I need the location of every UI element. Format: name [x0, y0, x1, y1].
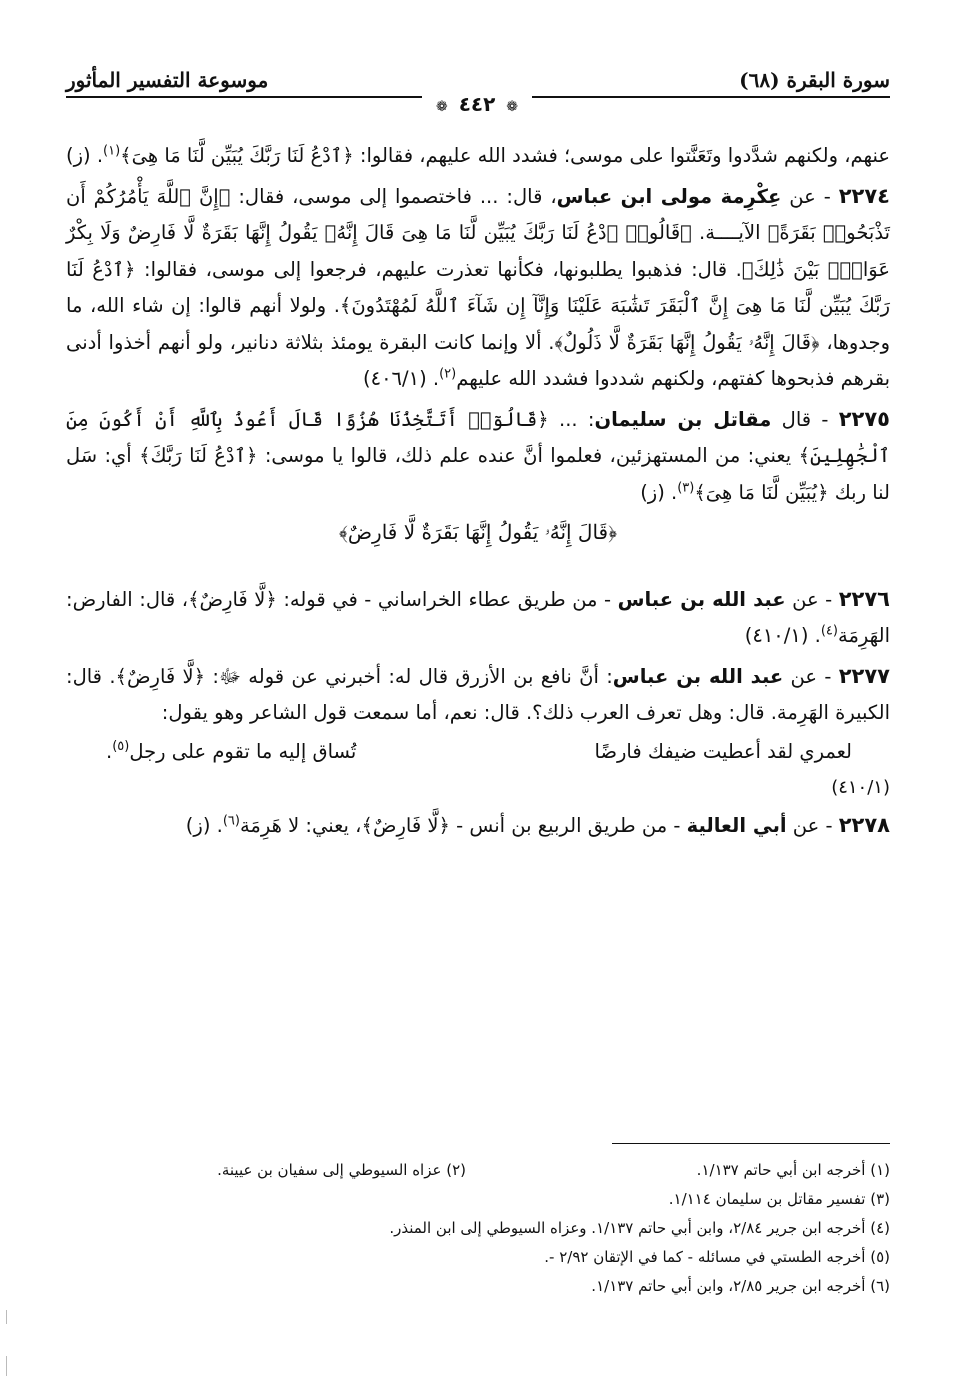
text-run: : ...	[548, 407, 595, 431]
text-run: ، قال: ... فاختصموا إلى موسى، فقال:	[230, 184, 557, 208]
footnotes	[66, 1156, 890, 1301]
scan-margin-mark	[6, 1356, 7, 1376]
footnote-row	[66, 1156, 890, 1185]
footnote-marker: (١)	[103, 143, 121, 159]
quran-quote: ﴿ٱدْعُ لَنَا رَبَّكَ يُبَيِّن لَّنَا مَا هِىَ﴾	[120, 144, 354, 167]
text-run: . ألا وإنما كانت البقرة يومئذ بثلاثة دنانير، ولو أنهم أخذوا أدنى بقرهم فذبحوها كفتهم، ولكنهم شددوا فشدد الله عليهم	[66, 330, 890, 390]
text-run: . (ز)	[185, 813, 223, 837]
text-run: الآيــــة.	[691, 221, 768, 244]
paragraph	[66, 401, 890, 512]
text-run: ، قال: الفارض: الهَرِمَة	[66, 587, 890, 647]
text-run: . (ز)	[65, 144, 104, 167]
narrator-name: أبي العالية	[686, 813, 787, 837]
ornament-icon: ❁	[435, 99, 448, 115]
footnote-1: (١) أخرجه ابن أبي حاتم ١/١٣٧.	[696, 1161, 890, 1179]
quran-quote: ﴿لَّا فَارِضٌ﴾	[188, 587, 277, 611]
main-text	[66, 138, 890, 844]
quran-quote: ﴿قَالُوٓا۟ أَتَتَّخِذُنَا هُزُوًا قَالَ أَعُوذُ بِٱللَّهِ أَنْ أَكُونَ مِنَ ٱلْجَٰهِلِينَ﴾	[66, 407, 890, 467]
text-run: . (٤٠٦/١)	[362, 367, 440, 390]
quran-quote: ﴿لَّا فَارِضٌ﴾	[361, 813, 450, 837]
text-run: عنهم، ولكنهم شدَّدوا وتَعَنَّتوا على موسى؛ فشدد الله عليهم، فقالوا:	[353, 144, 890, 167]
section-heading	[66, 514, 890, 551]
surah-title: سورة البقرة (٦٨)	[739, 68, 890, 92]
page-number-row	[0, 92, 954, 116]
verse-hemistich-2-wrap: تُساق إليه ما تقوم على رجل(٥).	[106, 734, 356, 771]
text-run: . (ز)	[640, 480, 678, 504]
narrator-name: عِكْرِمة مولى ابن عباس	[556, 184, 782, 208]
footnote-row	[66, 1272, 890, 1301]
text-run: - عن	[785, 587, 839, 611]
text-run: - عن	[786, 813, 839, 837]
footnote-divider	[612, 1143, 890, 1144]
paragraph	[66, 581, 890, 655]
verse-hemistich-2: تُساق إليه ما تقوم على رجل	[129, 739, 357, 763]
quran-quote: ﴿لَّا فَارِضٌ﴾	[115, 664, 206, 688]
footnote-row	[66, 1185, 890, 1214]
verse-reference: (٤١٠/١)	[831, 777, 890, 798]
text-run: - عن	[783, 664, 839, 688]
quran-quote: ﴿قَالَ إِنَّهُۥ يَقُولُ إِنَّهَا بَقَرَةٌ لَّا ذَلُولٌ﴾	[554, 330, 820, 354]
text-run: يعني: من المستهزئين، فعلموا أنَّ عنده علم ذلك، قالوا يا موسى:	[257, 444, 799, 467]
footnote-marker: (٣)	[677, 480, 695, 495]
text-run: . ولولا أنهم قالوا: إن شاء الله، ما وجدوها،	[66, 294, 890, 354]
text-run: . (٤١٠/١)	[744, 624, 821, 647]
text-run: . قال: الكبيرة الهَرِمة. قال: وهل تعرف العرب ذلك؟. قال: نعم، أما سمعت قول الشاعر وهو يقول:	[66, 664, 890, 724]
entry-number: ٢٢٧٦	[838, 586, 890, 611]
footnote-marker: (٢)	[439, 366, 457, 382]
footnote-2: (٢) عزاه السيوطي إلى سفيان بن عيينة.	[217, 1161, 466, 1179]
verse-end: .	[106, 739, 113, 763]
footnote-5: (٥) أخرجه الطستي في مسائله - كما في الإتقان ٢/٩٢ -.	[544, 1248, 890, 1266]
text-run: - من طريق عطاء الخراساني - في قوله:	[276, 587, 618, 611]
verse-hemistich-1: لعمري لقد أعطيت ضيفك فارضًا	[594, 739, 852, 763]
footnote-row	[66, 1214, 890, 1243]
quran-quote: ﴿قَالُوا۟ ٱدْعُ لَنَا رَبَّكَ يُبَيِّن لَّنَا مَا هِىَ قَالَ إِنَّهُۥ يَقُولُ إِنَّهَا بَقَرَةٌ لَّا فَارِضٌ وَلَا بِكْرٌ عَوَانٌۢ بَيْنَ ذَٰلِكَ﴾	[66, 221, 891, 281]
paragraph	[66, 658, 890, 732]
paragraph	[66, 178, 890, 398]
book-title: موسوعة التفسير المأثور	[66, 68, 269, 92]
quran-quote: ﴿يُبَيِّن لَّنَا مَا هِىَ﴾	[694, 480, 829, 504]
entry-number: ٢٢٧٧	[838, 663, 890, 688]
ornament-icon: ❁	[506, 99, 519, 115]
quran-quote: ﴿ٱدْعُ لَنَا رَبَّكَ يُبَيِّن لَّنَا مَا هِىَ إِنَّ ٱلْبَقَرَ تَشَٰبَهَ عَلَيْنَا وَإِنَّآ إِن شَآءَ ٱللَّهُ لَمُهْتَدُونَ﴾	[66, 257, 890, 317]
text-run: . قال: فذهبوا يطلبونها، فكأنها تعذرت عليهم، فرجعوا إلى موسى، فقالوا:	[135, 257, 742, 281]
text-run: : أنَّ نافع بن الأزرق قال له: أخبرني عن قوله ﷻ:	[205, 664, 613, 688]
footnote-marker: (٦)	[222, 813, 240, 828]
entry-number: ٢٢٧٨	[838, 812, 890, 837]
paragraph	[66, 807, 890, 845]
poetry-verse	[66, 734, 890, 771]
text-run: - عن	[781, 184, 839, 208]
text-run: - من طريق الربيع بن أنس -	[449, 813, 687, 837]
footnote-6: (٦) أخرجه ابن جرير ٢/٨٥، وابن أبي حاتم ١/١٣٧.	[591, 1277, 890, 1295]
entry-number: ٢٢٧٥	[838, 406, 890, 431]
paragraph	[66, 138, 890, 175]
text-run: أي: سَل لنا ربك	[66, 444, 890, 504]
scan-margin-mark	[6, 1310, 7, 1324]
quran-quote: ﴿إِنَّ ٱللَّهَ يَأْمُرُكُمْ أَن تَذْبَحُوا۟ بَقَرَةً﴾	[66, 184, 891, 244]
footnote-row	[66, 1243, 890, 1272]
page-number: ٤٤٢	[458, 92, 496, 116]
footnote-marker: (٤)	[820, 623, 838, 639]
footnote-4: (٤) أخرجه ابن جرير ٢/٨٤، وابن أبي حاتم ١/١٣٧. وعزاه السيوطي إلى ابن المنذر.	[389, 1219, 890, 1237]
footnote-3: (٣) تفسير مقاتل بن سليمان ١/١١٤.	[668, 1190, 890, 1208]
page-number-box	[422, 92, 532, 116]
narrator-name: عبد الله بن عباس	[612, 664, 784, 688]
text-run: - قال	[771, 407, 839, 431]
quran-quote: ﴿قَالَ إِنَّهُۥ يَقُولُ إِنَّهَا بَقَرَةٌ لَّا فَارِضٌ﴾	[339, 520, 617, 544]
narrator-name: عبد الله بن عباس	[617, 587, 786, 611]
narrator-name: مقاتل بن سليمان	[594, 407, 772, 431]
quran-quote: ﴿ٱدْعُ لَنَا رَبَّكَ﴾	[139, 444, 258, 467]
text-run: ، يعني: لا هَرِمَة	[239, 813, 362, 837]
entry-number: ٢٢٧٤	[838, 183, 890, 208]
